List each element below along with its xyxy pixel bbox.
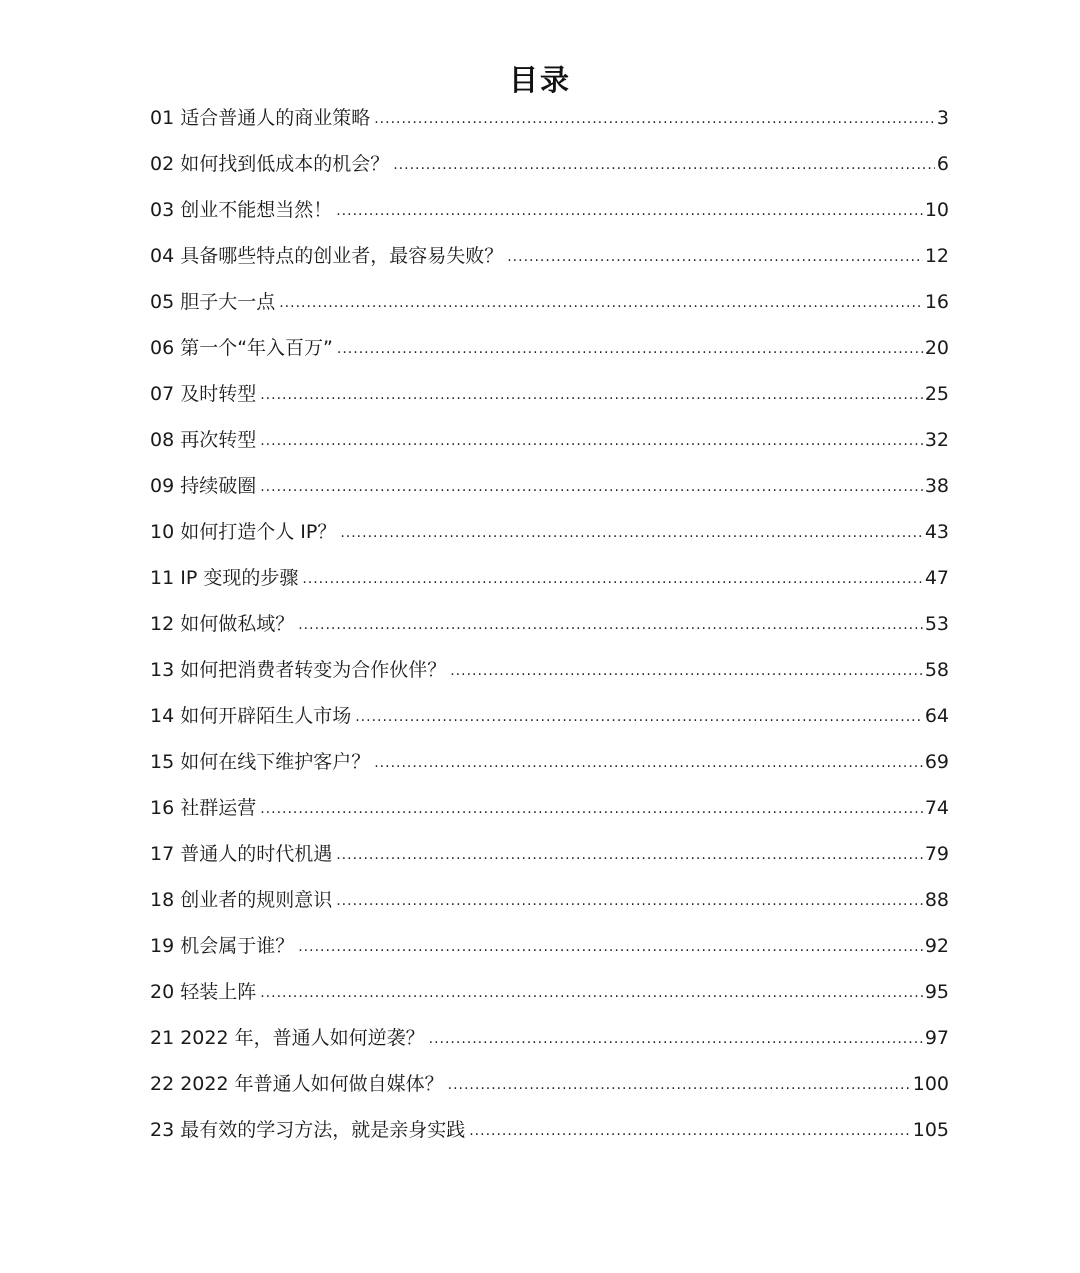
toc-entry-page: 20 <box>924 337 949 359</box>
toc-entry-page: 88 <box>924 889 949 911</box>
dot-leader <box>374 96 935 142</box>
toc-entry-page: 69 <box>924 751 949 773</box>
toc-entry-page: 64 <box>924 705 949 727</box>
toc-entry-13 <box>150 647 949 693</box>
toc-entry-21 <box>150 1015 949 1061</box>
dot-leader <box>340 510 922 556</box>
toc-entry-04 <box>150 233 949 279</box>
toc-entry-06 <box>150 325 949 371</box>
toc-entry-14 <box>150 693 949 739</box>
table-of-contents <box>150 95 949 1153</box>
dot-leader <box>448 1062 911 1108</box>
toc-entry-page: 6 <box>936 153 949 175</box>
toc-entry-18 <box>150 877 949 923</box>
dot-leader <box>450 648 923 694</box>
dot-leader <box>336 832 923 878</box>
dot-leader <box>260 464 923 510</box>
toc-entry-12 <box>150 601 949 647</box>
toc-entry-page: 53 <box>924 613 949 635</box>
toc-entry-label: 09 持续破圈 <box>150 475 257 497</box>
toc-entry-label: 12 如何做私域？ <box>150 613 295 635</box>
toc-entry-label: 11 IP 变现的步骤 <box>150 567 299 589</box>
dot-leader <box>298 924 923 970</box>
toc-entry-09 <box>150 463 949 509</box>
toc-entry-page: 92 <box>924 935 949 957</box>
dot-leader <box>298 602 923 648</box>
toc-entry-page: 10 <box>924 199 949 221</box>
dot-leader <box>260 372 923 418</box>
toc-entry-23 <box>150 1107 949 1153</box>
toc-entry-label: 23 最有效的学习方法，就是亲身实践 <box>150 1119 466 1141</box>
toc-entry-20 <box>150 969 949 1015</box>
dot-leader <box>260 970 923 1016</box>
toc-entry-label: 10 如何打造个人 IP？ <box>150 521 337 543</box>
dot-leader <box>469 1108 911 1154</box>
toc-entry-page: 74 <box>924 797 949 819</box>
toc-entry-label: 05 胆子大一点 <box>150 291 276 313</box>
toc-entry-label: 18 创业者的规则意识 <box>150 889 333 911</box>
toc-entry-02 <box>150 141 949 187</box>
dot-leader <box>260 418 923 464</box>
toc-entry-label: 22 2022 年普通人如何做自媒体？ <box>150 1073 444 1095</box>
dot-leader <box>507 234 923 280</box>
dot-leader <box>393 142 935 188</box>
toc-entry-label: 01 适合普通人的商业策略 <box>150 107 371 129</box>
dot-leader <box>279 280 923 326</box>
toc-entry-08 <box>150 417 949 463</box>
dot-leader <box>337 326 923 372</box>
toc-entry-page: 43 <box>924 521 949 543</box>
toc-entry-16 <box>150 785 949 831</box>
toc-entry-label: 15 如何在线下维护客户？ <box>150 751 371 773</box>
toc-entry-label: 21 2022 年，普通人如何逆袭？ <box>150 1027 425 1049</box>
toc-entry-page: 95 <box>924 981 949 1003</box>
toc-entry-page: 79 <box>924 843 949 865</box>
toc-entry-page: 97 <box>924 1027 949 1049</box>
toc-entry-page: 3 <box>936 107 949 129</box>
toc-entry-label: 19 机会属于谁？ <box>150 935 295 957</box>
toc-entry-label: 17 普通人的时代机遇 <box>150 843 333 865</box>
dot-leader <box>336 878 923 924</box>
toc-entry-15 <box>150 739 949 785</box>
dot-leader <box>355 694 923 740</box>
toc-entry-page: 25 <box>924 383 949 405</box>
page-title: 目录 <box>508 63 571 97</box>
toc-entry-07 <box>150 371 949 417</box>
toc-entry-01 <box>150 95 949 141</box>
toc-entry-label: 02 如何找到低成本的机会？ <box>150 153 390 175</box>
dot-leader <box>302 556 922 602</box>
dot-leader <box>260 786 923 832</box>
toc-entry-page: 16 <box>924 291 949 313</box>
toc-entry-17 <box>150 831 949 877</box>
toc-entry-label: 04 具备哪些特点的创业者，最容易失败？ <box>150 245 504 267</box>
toc-entry-19 <box>150 923 949 969</box>
toc-entry-label: 14 如何开辟陌生人市场 <box>150 705 352 727</box>
toc-entry-page: 32 <box>924 429 949 451</box>
toc-entry-11 <box>150 555 949 601</box>
toc-entry-03 <box>150 187 949 233</box>
toc-entry-page: 58 <box>924 659 949 681</box>
toc-entry-22 <box>150 1061 949 1107</box>
dot-leader <box>429 1016 923 1062</box>
toc-entry-10 <box>150 509 949 555</box>
dot-leader <box>374 740 923 786</box>
toc-entry-05 <box>150 279 949 325</box>
toc-entry-label: 03 创业不能想当然！ <box>150 199 333 221</box>
toc-entry-label: 07 及时转型 <box>150 383 257 405</box>
toc-entry-label: 16 社群运营 <box>150 797 257 819</box>
toc-entry-label: 08 再次转型 <box>150 429 257 451</box>
toc-entry-page: 38 <box>924 475 949 497</box>
toc-entry-label: 13 如何把消费者转变为合作伙伴？ <box>150 659 447 681</box>
toc-entry-label: 20 轻装上阵 <box>150 981 257 1003</box>
toc-entry-page: 100 <box>912 1073 949 1095</box>
toc-entry-label: 06 第一个“年入百万” <box>150 337 333 359</box>
dot-leader <box>336 188 923 234</box>
toc-entry-page: 12 <box>924 245 949 267</box>
toc-entry-page: 47 <box>924 567 949 589</box>
toc-entry-page: 105 <box>912 1119 949 1141</box>
